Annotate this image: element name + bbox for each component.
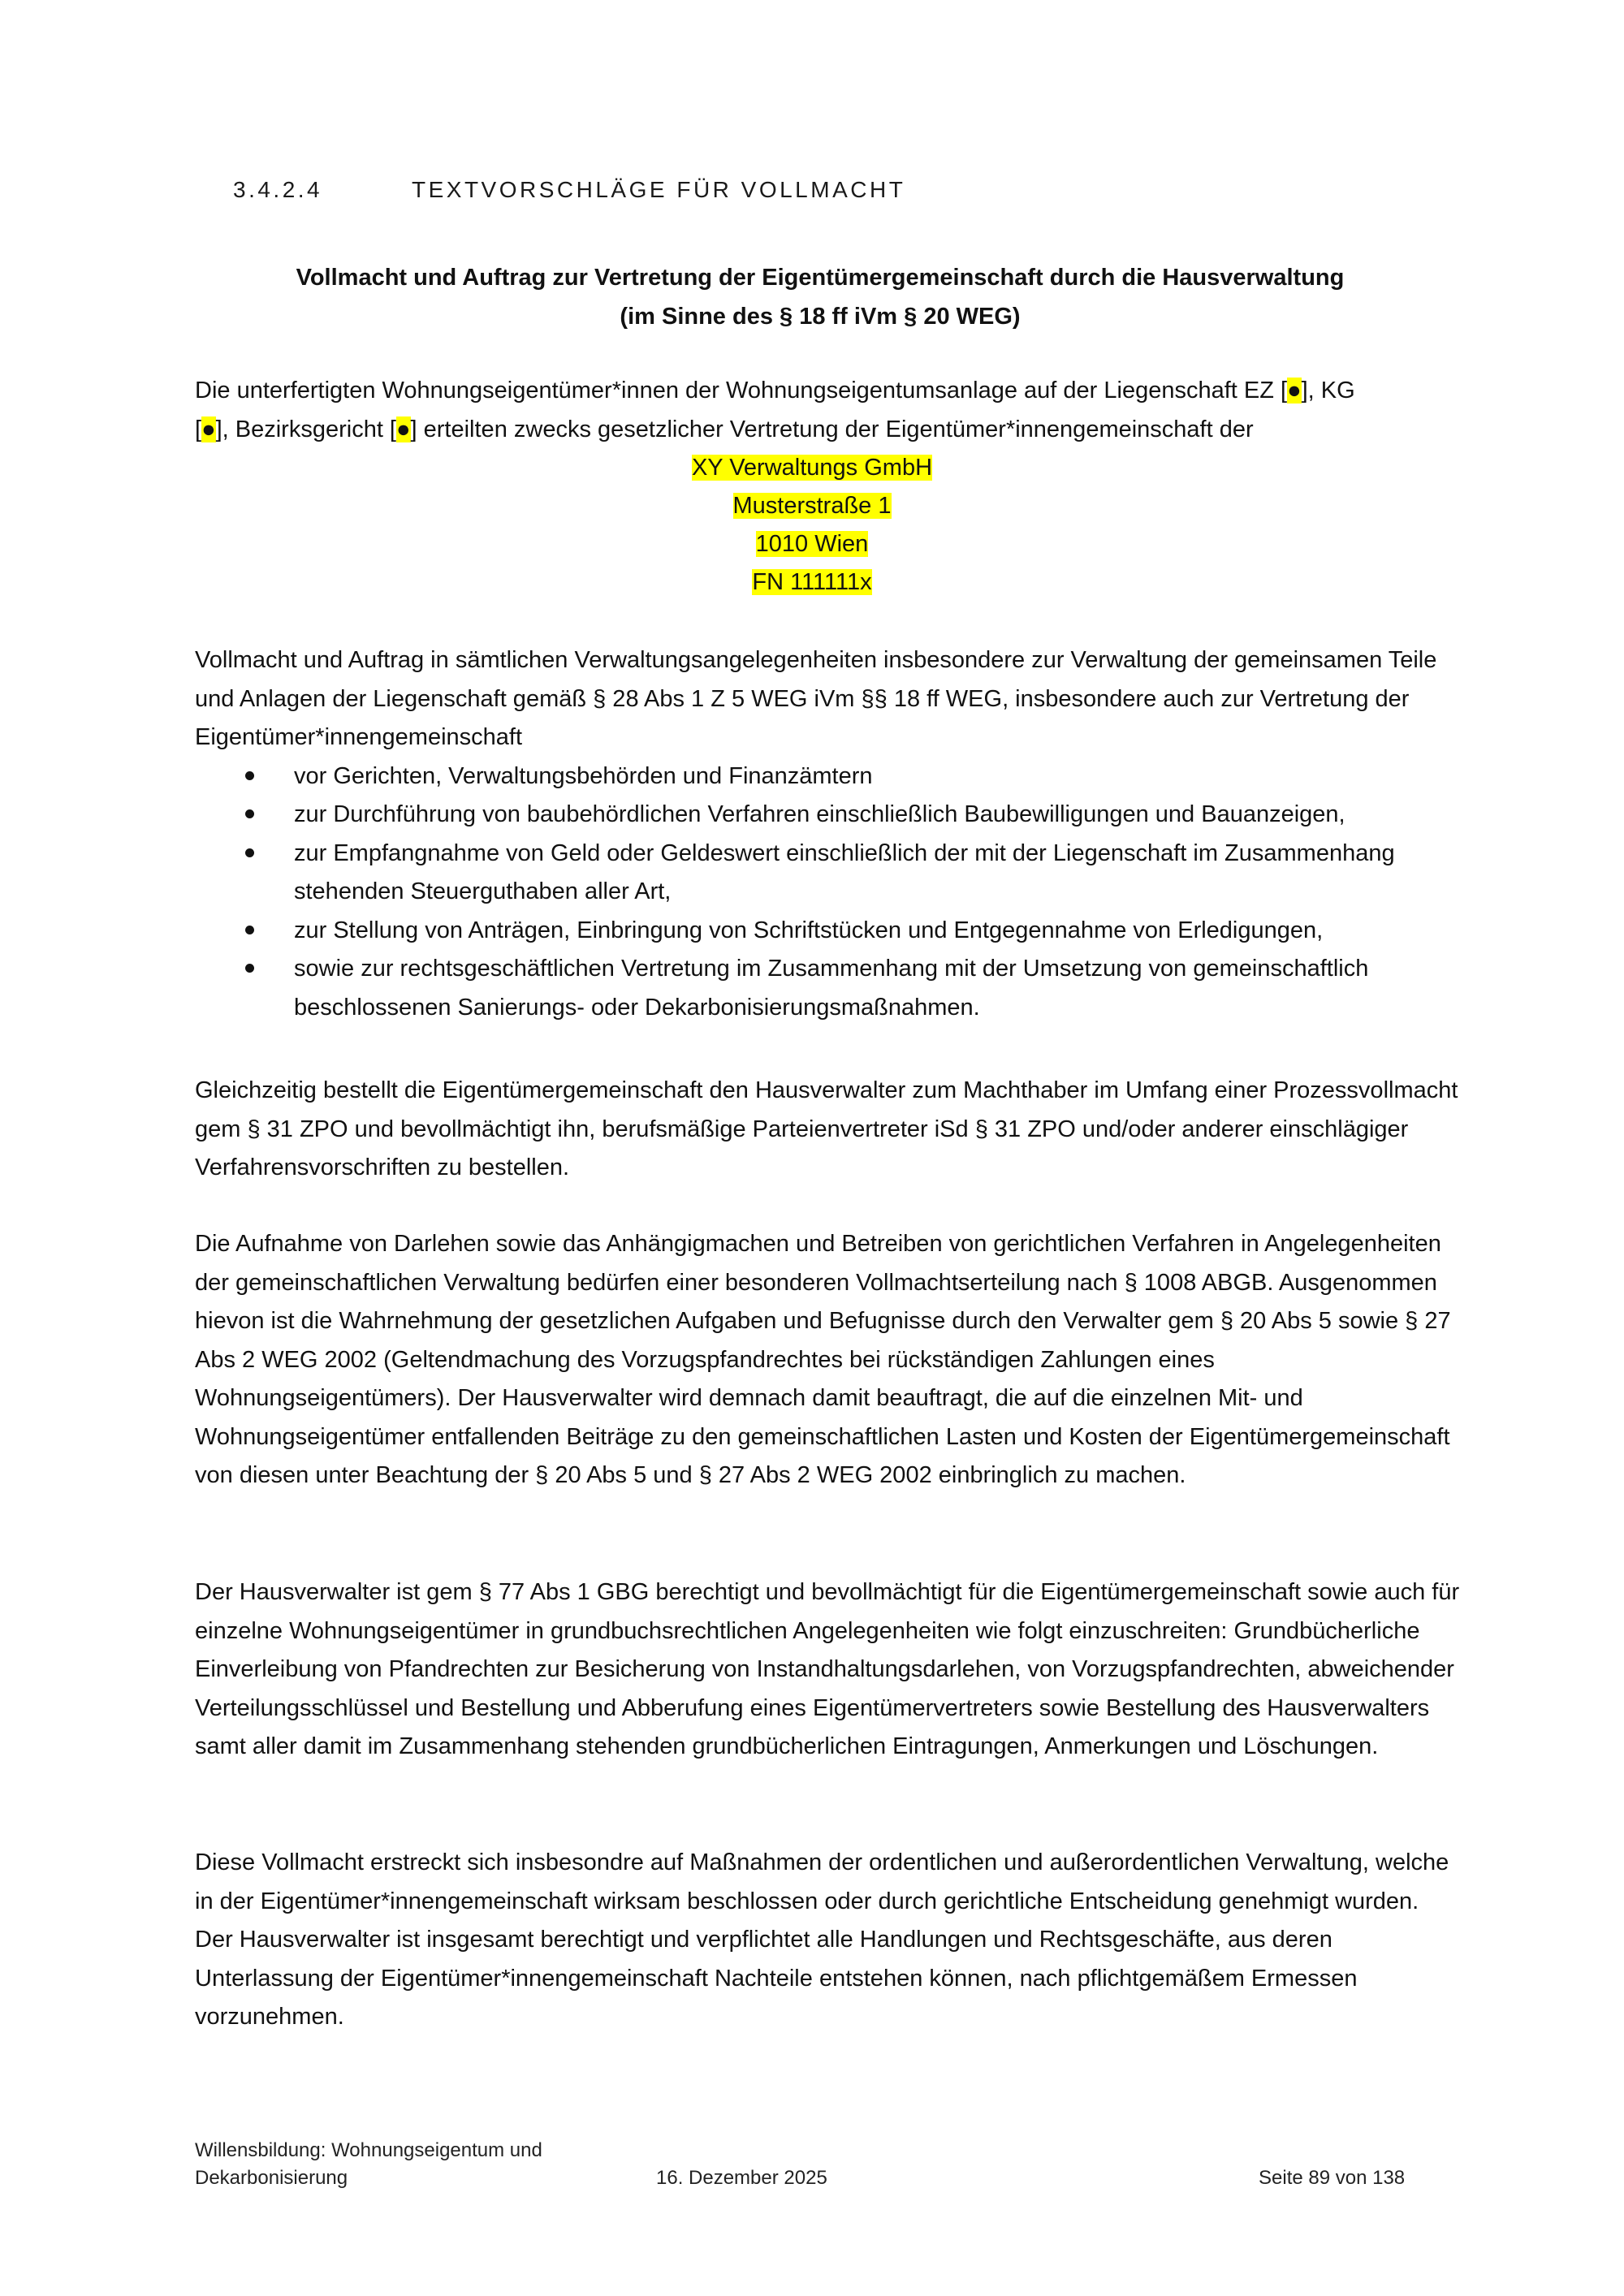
section-heading bbox=[233, 177, 905, 203]
section-number: 3.4.2.4 bbox=[233, 177, 323, 202]
section-title: TEXTVORSCHLÄGE FÜR VOLLMACHT bbox=[412, 177, 906, 202]
address-city: 1010 Wien bbox=[755, 531, 869, 557]
address-fn: FN 111111x bbox=[752, 569, 872, 595]
address-company: XY Verwaltungs GmbH bbox=[691, 455, 933, 481]
address-block bbox=[162, 449, 1462, 602]
bullet-icon bbox=[245, 964, 254, 973]
intro-paragraph bbox=[195, 372, 1462, 602]
intro-line2 bbox=[195, 411, 1462, 450]
bullet-icon bbox=[245, 771, 254, 780]
intro-text-5: ] erteilten zwecks gesetzlicher Vertretung der Eigentümer*innengemeinschaft der bbox=[410, 416, 1254, 442]
list-item: zur Empfangnahme von Geld oder Geldeswert einschließlich der mit der Liegenschaft im Zusammenhang stehenden Steuerguthaben aller Art, bbox=[195, 835, 1462, 912]
placeholder-kg: ● bbox=[201, 416, 216, 442]
paragraph-scope: Diese Vollmacht erstreckt sich insbesondre auf Maßnahmen der ordentlichen und außerordentlichen Verwaltung, welche in der Eigentümer*innengemeinschaft wirksam beschlossen oder durch gerichtliche Entscheidung genehmigt wurden. Der Hausverwalter ist insgesamt berechtigt und verpflichtet alle Handlungen und Rechtsgeschäfte, aus deren Unterlassung der Eigentümer*innengemeinschaft Nachteile entstehen können, nach pflichtgemäßem Ermessen vorzunehmen. bbox=[195, 1849, 1449, 2030]
document-title-line1: Vollmacht und Auftrag zur Vertretung der Eigentümergemeinschaft durch die Hausverwaltung bbox=[296, 265, 1345, 291]
placeholder-bezirksgericht: ● bbox=[396, 416, 411, 442]
list-item: sowie zur rechtsgeschäftlichen Vertretung im Zusammenhang mit der Umsetzung von gemeinschaftlich beschlossenen Sanierungs- oder Dekarbonisierungsmaßnahmen. bbox=[195, 950, 1462, 1027]
bullet-icon bbox=[245, 848, 254, 857]
mandate-list bbox=[195, 757, 1462, 1028]
intro-text-4: ], Bezirksgericht [ bbox=[215, 416, 396, 442]
intro-text-1: Die unterfertigten Wohnungseigentümer*innen der Wohnungseigentumsanlage auf der Liegenschaft EZ [ bbox=[195, 378, 1288, 404]
list-item: zur Durchführung von baubehördlichen Verfahren einschließlich Baubewilligungen und Bauanzeigen, bbox=[195, 796, 1462, 835]
intro-text-3: [ bbox=[195, 416, 202, 442]
intro-text-2: ], KG bbox=[1301, 378, 1355, 404]
bullet-icon bbox=[245, 809, 254, 818]
address-street: Musterstraße 1 bbox=[732, 493, 892, 519]
paragraph-land-register: Der Hausverwalter ist gem § 77 Abs 1 GBG berechtigt und bevollmächtigt für die Eigentümergemeinschaft sowie auch für einzelne Wohnungseigentümer in grundbuchsrechtlichen Angelegenheiten wie folgt einzuschreiten: Grundbücherliche Einverleibung von Pfandrechten zur Besicherung von Instandhaltungsdarlehen, von Vorzugspfandrechten, abweichender Verteilungsschlüssel und Bestellung und Abberufung eines Eigentümervertreters sowie Bestellung des Hausverwalters samt aller damit im Zusammenhang stehenden grundbücherlichen Eintragungen, Anmerkungen und Löschungen. bbox=[195, 1579, 1460, 1759]
footer-date: 16. Dezember 2025 bbox=[656, 2167, 827, 2189]
list-item: zur Stellung von Anträgen, Einbringung von Schriftstücken und Entgegennahme von Erledigungen, bbox=[195, 912, 1462, 951]
mandate-section bbox=[195, 641, 1462, 1027]
document-title-line2: (im Sinne des § 18 ff iVm § 20 WEG) bbox=[620, 304, 1021, 330]
list-item: vor Gerichten, Verwaltungsbehörden und Finanzämtern bbox=[195, 757, 1462, 796]
document-title bbox=[195, 258, 1445, 336]
footer-doc-title: Willensbildung: Wohnungseigentum und Dekarbonisierung bbox=[195, 2139, 542, 2189]
footer-page-number: Seite 89 von 138 bbox=[1259, 2167, 1406, 2189]
paragraph-loans: Die Aufnahme von Darlehen sowie das Anhängigmachen und Betreiben von gerichtlichen Verfahren in Angelegenheiten der gemeinschaftlichen Verwaltung bedürfen einer besonderen Vollmachtserteilung nach § 1008 ABGB. Ausgenommen hievon ist die Wahrnehmung der gesetzlichen Aufgaben und Befugnisse durch den Verwalter gem § 20 Abs 5 sowie § 27 Abs 2 WEG 2002 (Geltendmachung des Vorzugspfandrechtes bei rückständigen Zahlungen eines Wohnungseigentümers). Der Hausverwalter wird demnach damit beauftragt, die auf die einzelnen Mit- und Wohnungseigentümer entfallenden Beiträge zu den gemeinschaftlichen Lasten und Kosten der Eigentümergemeinschaft von diesen unter Beachtung der § 20 Abs 5 und § 27 Abs 2 WEG 2002 einbringlich zu machen. bbox=[195, 1231, 1451, 1488]
paragraph-process-power: Gleichzeitig bestellt die Eigentümergemeinschaft den Hausverwalter zum Machthaber im Umfang einer Prozessvollmacht gem § 31 ZPO und bevollmächtigt ihn, berufsmäßige Parteienvertreter iSd § 31 ZPO und/oder anderer einschlägiger Verfahrensvorschriften zu bestellen. bbox=[195, 1077, 1458, 1180]
mandate-intro: Vollmacht und Auftrag in sämtlichen Verwaltungsangelegenheiten insbesondere zur Verwaltung der gemeinsamen Teile und Anlagen der Liegenschaft gemäß § 28 Abs 1 Z 5 WEG iVm §§ 18 ff WEG, insbesondere auch zur Vertretung der Eigentümer*innengemeinschaft bbox=[195, 647, 1437, 750]
intro-line1 bbox=[195, 372, 1462, 411]
placeholder-ez: ● bbox=[1287, 378, 1302, 404]
bullet-icon bbox=[245, 926, 254, 934]
